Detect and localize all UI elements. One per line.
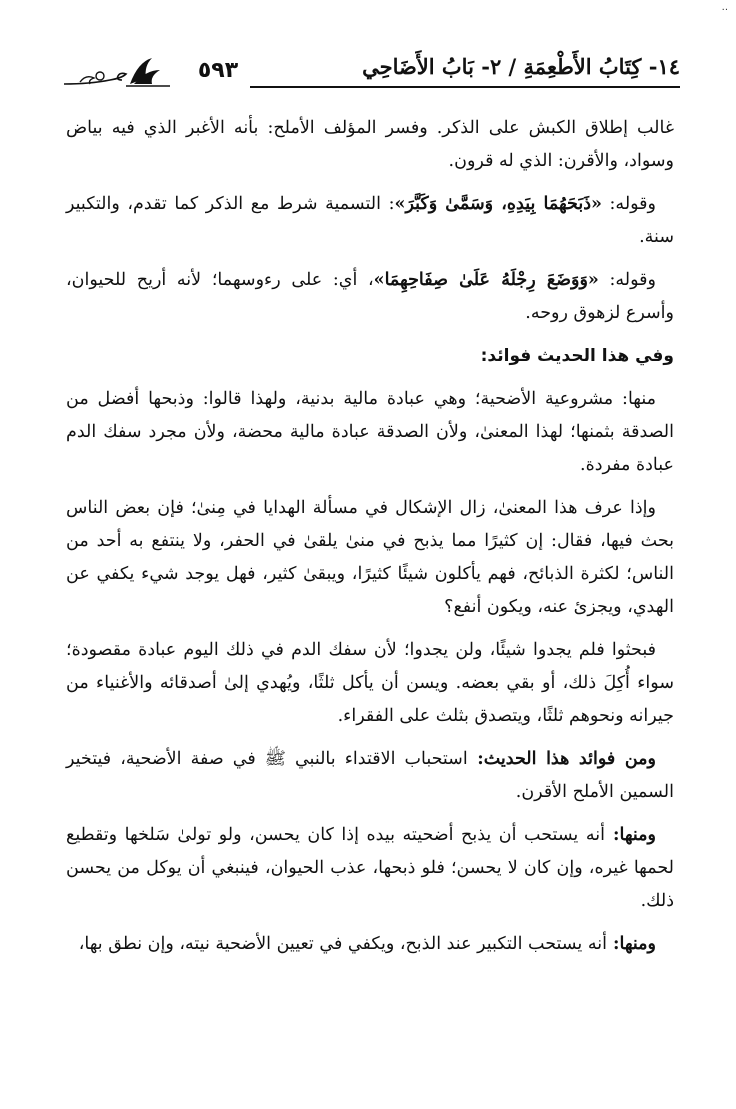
hadith-quote: «وَوَضَعَ رِجْلَهُ عَلَىٰ صِفَاحِهِمَا» [373, 270, 599, 290]
paragraph-5 [66, 383, 674, 482]
paragraph-text: فبحثوا فلم يجدوا شيئًا، ولن يجدوا؛ لأن سفك الدم في ذلك اليوم عبادة مقصودة؛ سواء أُكِلَ ذلك، أو بقي بعضه. ويسن أن يأكل ثلثًا، ويُهدي إلىٰ أصدقائه والأغنياء من جيرانه ونحوهم ثلثًا، ويتصدق بثلث على الفقراء. [66, 640, 674, 726]
paragraph-10 [66, 928, 674, 961]
chapter-title: ١٤- كِتَابُ الأَطْعِمَةِ / ٢- بَابُ الأَضَاحِي [362, 54, 680, 79]
paragraph-text: منها: مشروعية الأضحية؛ وهي عبادة مالية بدنية، ولهذا قالوا: وذبحها أفضل من الصدقة بثمنها؛ لهذا المعنىٰ، ولأن الصدقة عبادة مالية محضة، ولأن مجرد سفك الدم عبادة مفردة. [66, 389, 674, 475]
paragraph-lead: ومنها: [606, 934, 656, 954]
paragraph-1 [66, 112, 674, 178]
paragraph-lead: وقوله: [601, 194, 657, 214]
body-text [66, 112, 674, 971]
section-heading: وفي هذا الحديث فوائد: [480, 346, 674, 366]
running-header [60, 48, 680, 94]
paragraph-3 [66, 264, 674, 330]
paragraph-9 [66, 819, 674, 918]
paragraph-text: أنه يستحب أن يذبح أضحيته بيده إذا كان يحسن، ولو تولىٰ سَلخها وتقطيع لحمها غيره، وإن كان لا يحسن؛ فلو ذبحها، عذب الحيوان، فينبغي أن يوكل من يحسن ذلك. [66, 825, 674, 911]
paragraph-text: استحباب الاقتداء بالنبي ﷺ في صفة الأضحية، فيتخير السمين الأملح الأقرن. [66, 749, 674, 802]
paragraph-2 [66, 188, 674, 254]
hadith-quote: «ذَبَحَهُمَا بِيَدِهِ، وَسَمَّىٰ وَكَبَّرَ» [394, 194, 602, 214]
paragraph-8 [66, 743, 674, 809]
paragraph-lead: وقوله: [598, 270, 656, 290]
page-number: ٥٩٣ [197, 58, 239, 83]
paragraph-6 [66, 492, 674, 624]
paragraph-text: ، أي: على رءوسهما؛ لأنه أريح للحيوان، وأسرع لزهوق روحه. [66, 270, 674, 323]
paragraph-7 [66, 634, 674, 733]
paragraph-lead: ومنها: [604, 825, 656, 845]
header-rule [250, 86, 680, 88]
paragraph-text: أنه يستحب التكبير عند الذبح، ويكفي في تعيين الأضحية نيته، وإن نطق بها، [78, 934, 607, 954]
paragraph-text: : التسمية شرط مع الذكر كما تقدم، والتكبير سنة. [66, 194, 674, 247]
paragraph-text: وإذا عرف هذا المعنىٰ، زال الإشكال في مسألة الهدايا في مِنىٰ؛ فإن بعض الناس بحث فيها، فقال: إن كثيرًا مما يذبح في منىٰ يلقىٰ في الحفر، ولا ينتفع به أحد من الناس؛ لكثرة الذبائح، فهم يأكلون شيئًا كثيرًا، ويبقىٰ كثير، فهل يوجد شيء يكفي عن الهدي، ويجزئ عنه، ويكون أنفع؟ [66, 498, 674, 617]
paragraph-text: غالب إطلاق الكبش على الذكر. وفسر المؤلف الأملح: بأنه الأغبر الذي فيه بياض وسواد، والأقرن: الذي له قرون. [66, 118, 674, 171]
corner-mark: .. [721, 2, 728, 13]
paragraph-lead: ومن فوائد هذا الحديث: [467, 749, 656, 769]
